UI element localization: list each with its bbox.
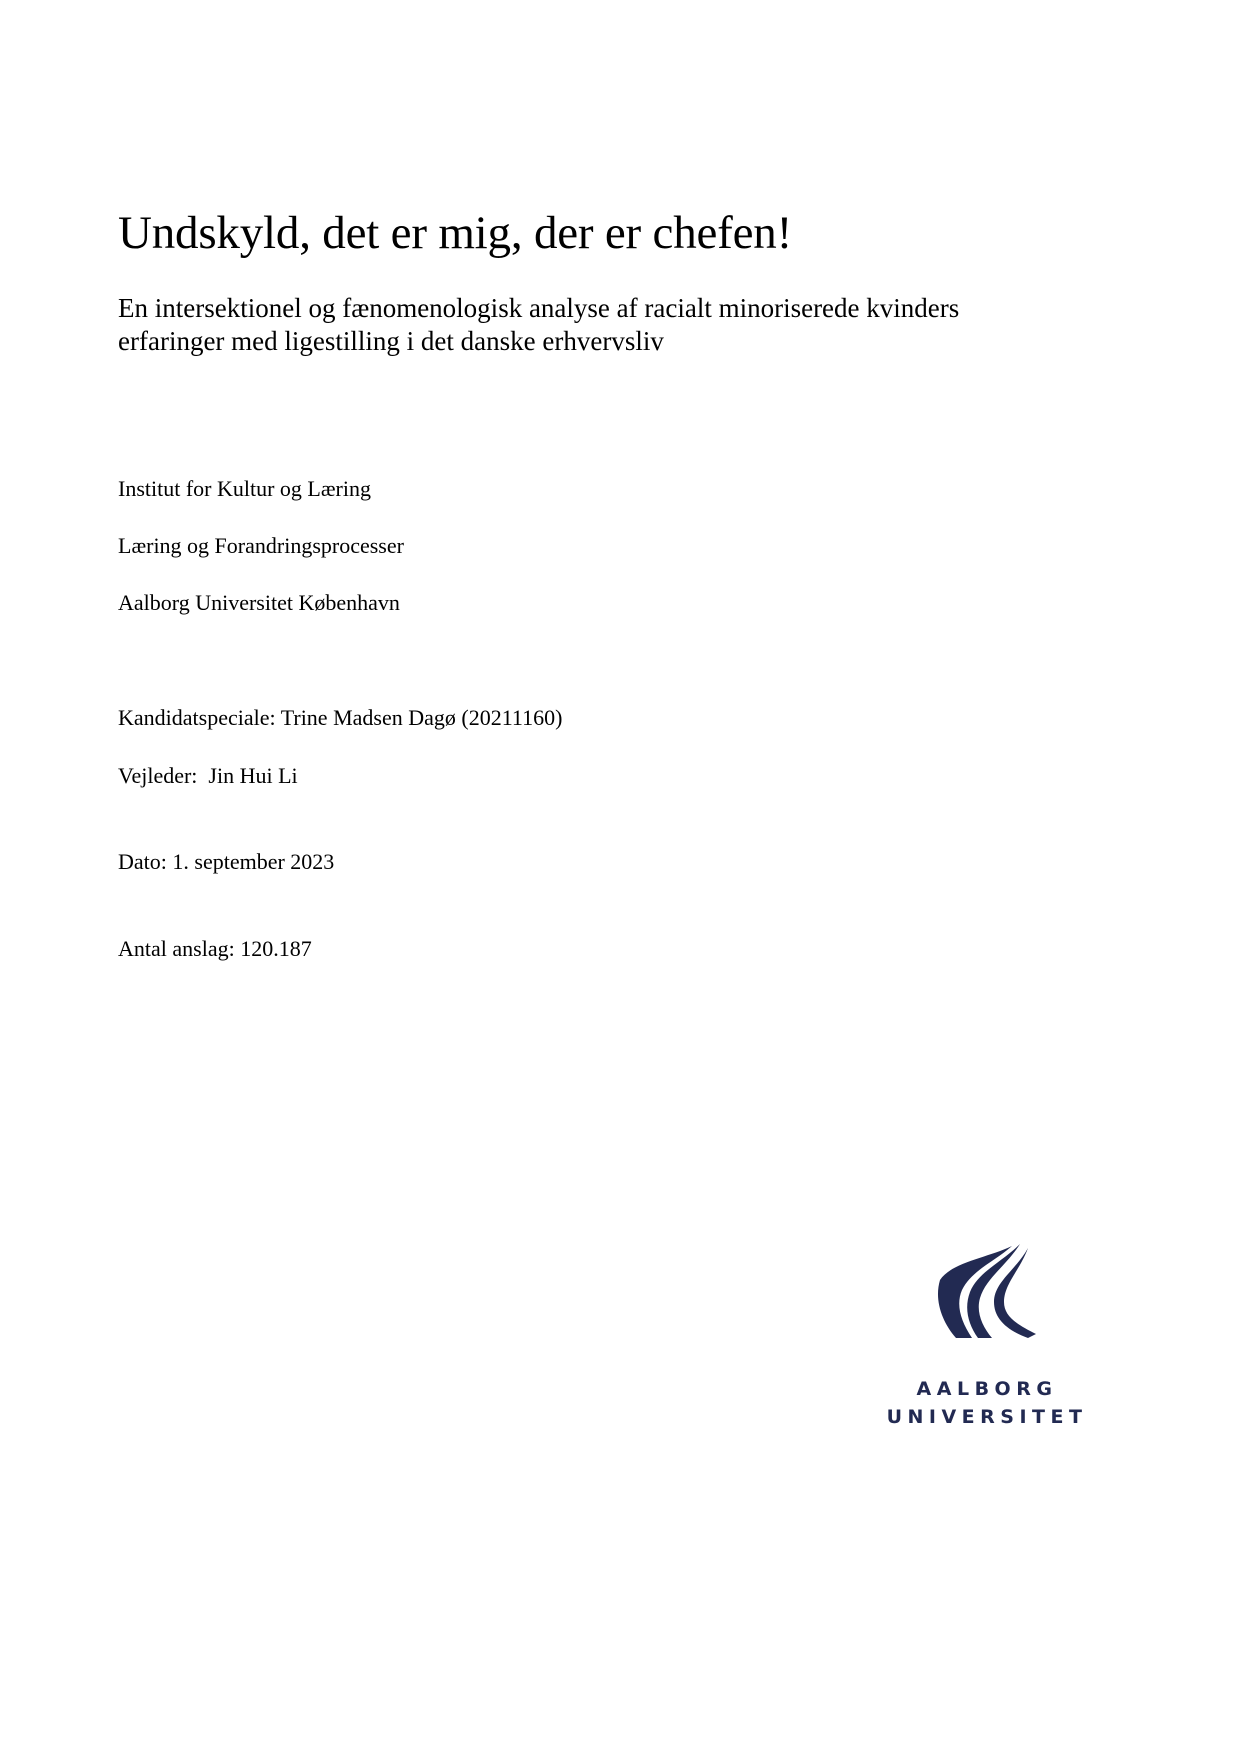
- university-name: Aalborg Universitet København: [118, 590, 400, 615]
- date-line: Dato: 1. september 2023: [118, 849, 335, 874]
- document-subtitle: [118, 292, 959, 358]
- institute-name: Institut for Kultur og Læring: [118, 476, 371, 501]
- logo-text-aalborg: AALBORG: [916, 1378, 1058, 1400]
- subtitle-line-1: En intersektionel og fænomenologisk analyse af racialt minoriserede kvinders: [118, 293, 960, 323]
- supervisor-line: Vejleder: Jin Hui Li: [118, 763, 298, 788]
- document-title: Undskyld, det er mig, der er chefen!: [118, 207, 793, 259]
- programme-name: Læring og Forandringsprocesser: [118, 533, 404, 558]
- character-count-line: Antal anslag: 120.187: [118, 936, 312, 961]
- aalborg-university-wave-icon: [932, 1240, 1042, 1340]
- subtitle-line-2: erfaringer med ligestilling i det danske erhvervsliv: [118, 326, 664, 356]
- logo-text-universitet: UNIVERSITET: [886, 1406, 1088, 1428]
- candidate-line: Kandidatspeciale: Trine Madsen Dagø (20211160): [118, 705, 563, 730]
- aalborg-university-logo: [880, 1240, 1090, 1440]
